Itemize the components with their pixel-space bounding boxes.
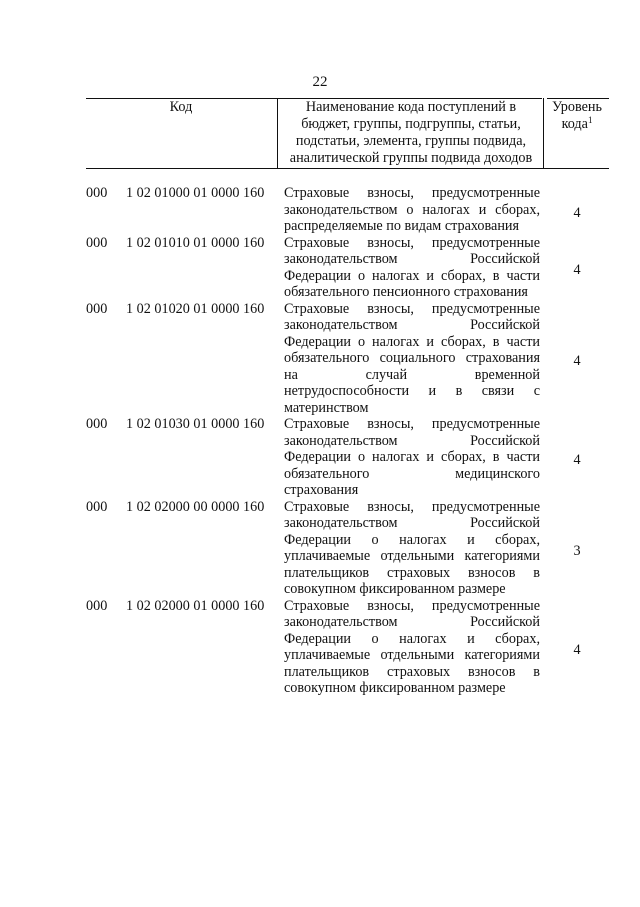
row-description-line: законодательством Российской — [284, 317, 540, 333]
header-name-line: аналитической группы подвида доходов — [289, 150, 533, 166]
row-description-line: на случай временной — [284, 366, 540, 383]
row-description-line: законодательством Российской — [284, 614, 540, 630]
table-header-bottom-rule — [86, 168, 609, 169]
header-name-line: подстатьи, элемента, группы подвида, — [295, 133, 527, 149]
row-description-line: уплачиваемые отдельными категориями — [284, 548, 540, 564]
row-admin-code: 000 — [86, 234, 108, 251]
row-description-line: законодательством Российской — [284, 251, 540, 267]
row-description-line: совокупном фиксированном размере — [284, 680, 506, 696]
row-description-line: Федерации о налогах и сборах, — [284, 531, 540, 548]
row-revenue-code: 1 02 01020 01 0000 160 — [126, 300, 265, 317]
header-name — [278, 99, 544, 167]
footnote-marker: 1 — [587, 115, 593, 125]
header-level-word: кода — [561, 116, 588, 132]
row-description-line: Федерации о налогах и сборах, — [284, 630, 540, 647]
row-admin-code: 000 — [86, 185, 108, 201]
row-level: 3 — [573, 542, 581, 559]
row-revenue-code: 1 02 02000 01 0000 160 — [126, 597, 265, 614]
row-level: 4 — [573, 353, 581, 369]
row-description-line: Страховые взносы, предусмотренные — [284, 300, 540, 317]
header-name-line: Наименование кода поступлений в — [305, 99, 517, 115]
row-revenue-code: 1 02 01000 01 0000 160 — [126, 185, 265, 201]
row-admin-code: 000 — [86, 498, 108, 515]
header-code: Код — [169, 99, 193, 115]
row-description — [284, 499, 540, 598]
row-description-line: нетрудоспособности и в связи с — [284, 383, 540, 399]
row-description-line: распределяемые по видам страхования — [284, 218, 520, 234]
row-revenue-code: 1 02 01010 01 0000 160 — [126, 234, 265, 251]
row-revenue-code: 1 02 01030 01 0000 160 — [126, 416, 265, 432]
row-description — [284, 235, 540, 301]
row-description-line: законодательством Российской — [284, 515, 540, 531]
row-description-line: страхования — [284, 482, 359, 498]
header-name-line: бюджет, группы, подгруппы, статьи, — [301, 116, 521, 132]
row-description-line: уплачиваемые отдельными категориями — [284, 647, 540, 663]
row-description-line: обязательного пенсионного страхования — [284, 284, 528, 300]
row-description — [284, 416, 540, 499]
row-description-line: Страховые взносы, предусмотренные — [284, 185, 540, 201]
row-description-line: совокупном фиксированном размере — [284, 581, 506, 597]
row-description-line: Федерации о налогах и сборах, в части — [284, 449, 540, 465]
row-description — [284, 301, 540, 417]
row-description-line: Страховые взносы, предусмотренные — [284, 597, 540, 614]
row-description-line: Федерации о налогах и сборах, в части — [284, 333, 540, 350]
header-level-line — [546, 116, 608, 133]
row-description — [284, 185, 540, 235]
row-level: 4 — [573, 452, 581, 468]
row-description — [284, 598, 540, 697]
row-description-line: законодательством о налогах и сборах, — [284, 201, 540, 218]
row-description-line: плательщиков страховых взносов в — [284, 663, 540, 680]
row-description-line: Страховые взносы, предусмотренные — [284, 498, 540, 515]
row-admin-code: 000 — [86, 597, 108, 614]
row-description-line: законодательством Российской — [284, 432, 540, 449]
row-description-line: плательщиков страховых взносов в — [284, 564, 540, 581]
row-description-line: обязательного медицинского — [284, 465, 540, 482]
header-level-line: Уровень — [552, 99, 602, 115]
row-admin-code: 000 — [86, 300, 108, 317]
row-level: 4 — [573, 641, 581, 658]
page-number: 22 — [312, 74, 328, 90]
row-admin-code: 000 — [86, 416, 108, 432]
row-level: 4 — [573, 262, 581, 279]
row-description-line: материнством — [284, 399, 369, 416]
row-revenue-code: 1 02 02000 00 0000 160 — [126, 498, 265, 515]
row-description-line: Федерации о налогах и сборах, в части — [284, 267, 540, 284]
row-description-line: Страховые взносы, предусмотренные — [284, 416, 540, 432]
header-level — [546, 99, 608, 133]
row-description-line: обязательного социального страхования — [284, 350, 540, 366]
row-level: 4 — [573, 204, 581, 221]
row-description-line: Страховые взносы, предусмотренные — [284, 234, 540, 251]
